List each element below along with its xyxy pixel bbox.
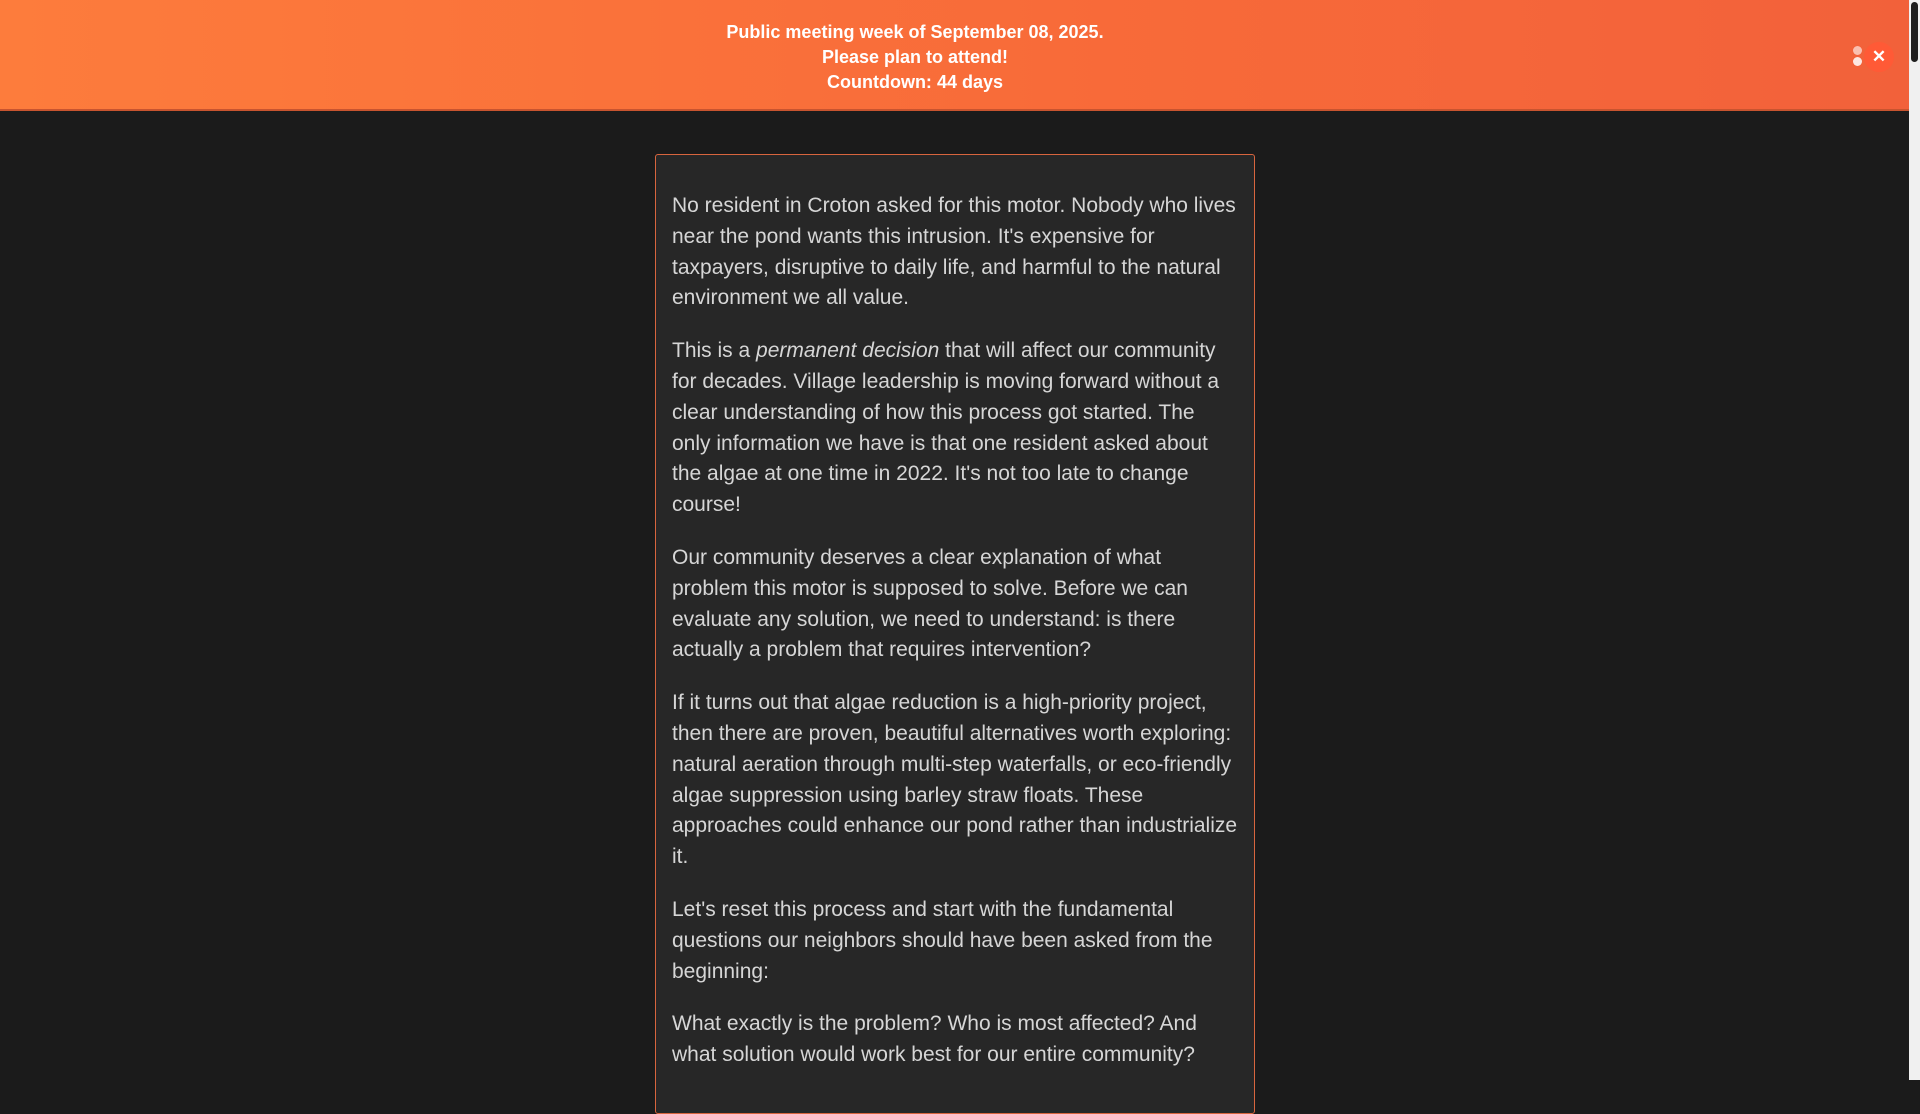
permanent-decision-emphasis: permanent decision [756,339,940,363]
article-paragraph-6: What exactly is the problem? Who is most affected? And what solution would work best for our entire community? [672,1012,1197,1067]
drag-handle-dot [1853,46,1862,55]
paragraph-2-rest: that will affect our community for decades. Village leadership is moving forward without a clear understanding of how this process got started. The only information we have is that one resident asked about the algae at one time in 2022. It's not too late to change course! [672,339,1220,517]
banner-controls [1850,42,1898,72]
countdown-value: 44 days [936,72,1004,92]
banner-attend-line: Please plan to attend! [821,47,1009,67]
drag-handle-dot [1853,57,1862,66]
countdown-label: Countdown: [826,72,932,92]
page-scrollbar[interactable] [1909,0,1920,1080]
close-icon: ✕ [1871,47,1887,66]
scrollbar-thumb[interactable] [1911,2,1918,62]
paragraph-2-intro: This is a [672,339,757,363]
article-paragraph-3: Our community deserves a clear explanation of what problem this motor is supposed to solve. Before we can evaluate any solution, we need to understand: is there actually a problem that requires intervention? [672,545,1188,662]
article-card [655,154,1255,1114]
article-paragraph-1: No resident in Croton asked for this motor. Nobody who lives near the pond wants this intrusion. It's expensive for taxpayers, disruptive to daily life, and harmful to the natural environment we all value. [672,194,1236,310]
article-paragraph-5: Let's reset this process and start with the fundamental questions our neighbors should have been asked from the beginning: [672,897,1213,983]
banner-meeting-line: Public meeting week of September 08, 2025. [726,22,1104,42]
close-banner-button[interactable] [1864,42,1894,72]
article-paragraph-2 [672,336,1238,521]
banner-countdown-line [0,70,1830,95]
announcement-banner [0,0,1909,111]
banner-message [0,20,1830,95]
article-paragraph-4: If it turns out that algae reduction is a high-priority project, then there are proven, beautiful alternatives worth exploring: natural aeration through multi-step waterfalls, or eco-friendly algae suppression using barley straw floats. These approaches could enhance our pond rather than industrialize it. [672,691,1238,869]
